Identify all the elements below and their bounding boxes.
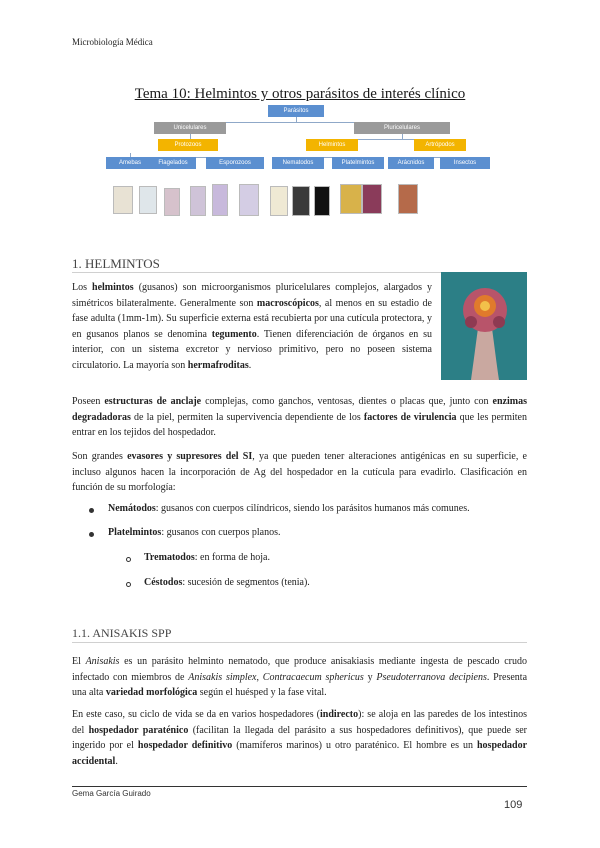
- specimen-image: [190, 186, 206, 216]
- specimen-image: [113, 186, 133, 214]
- diagram-node-pluricelulares: Pluricelulares: [354, 122, 450, 134]
- list-item: Platelmintos: gusanos con cuerpos planos.: [108, 527, 281, 538]
- specimen-image: [270, 186, 288, 216]
- specimen-image: [212, 184, 228, 216]
- specimen-image: [314, 186, 330, 216]
- specimen-image: [340, 184, 362, 214]
- diagram-node-parasitos: Parásitos: [268, 105, 324, 117]
- page-number: 109: [504, 799, 523, 811]
- paragraph: El Anisakis es un parásito helminto nematodo, que produce anisakiasis mediante ingesta de pescado crudo infectado con miembros de Anisakis simplex, Contracaecum sphericus y Pseudoterranova decipiens. Presenta una alta variedad morfológica según el huésped y la fase vital.: [72, 656, 528, 698]
- diagram-node-aracnidos: Arácnidos: [388, 157, 434, 169]
- section-heading: 1. HELMINTOS: [72, 256, 160, 271]
- specimen-image: [164, 188, 180, 216]
- diagram-node-flagelados: Flagelados: [150, 157, 196, 169]
- paragraph: Los helmintos (gusanos) son microorganismos pluricelulares complejos, alargados y simétricos bilateralmente. Generalmente son macroscópicos, al menos en su estadio de fase adulta (1mm-1m). Su superficie externa está recubierta por una cutícula protectora, y en gusanos planos se denomina tegumento. Tienen diferenciación de órganos en su interior, con un sistema excretor y nervioso primitivo, pero no poseen sistema circulatorio. La mayoría son hermafroditas.: [72, 282, 433, 371]
- specimen-image: [239, 184, 259, 216]
- classification-diagram: [0, 100, 600, 225]
- page-title: Tema 10: Helmintos y otros parásitos de interés clínico: [134, 86, 466, 103]
- diagram-node-nematodos: Nematodos: [272, 157, 324, 169]
- paragraph: En este caso, su ciclo de vida se da en varios hospedadores (indirecto): se aloja en las paredes de los intestinos del hospedador paraténico (facilitan la llegada del parásito a sus hospedadores definitivos), que puede ser ingerido por el hospedador definitivo (mamíferos marinos) u otro paraténico. El hombre es un hospedador accidental.: [72, 709, 528, 767]
- diagram-node-insectos: Insectos: [440, 157, 490, 169]
- specimen-image: [139, 186, 157, 214]
- paragraph: Poseen estructuras de anclaje complejas, como ganchos, ventosas, dientes o placas que, junto con enzimas degradadoras de la piel, permiten la supervivencia dependiente de los factores de virulencia que les permiten entrar en los tejidos del hospedador.: [72, 396, 527, 438]
- diagram-node-unicelulares: Unicelulares: [154, 122, 226, 134]
- footer-author: Gema García Guirado: [72, 789, 151, 798]
- diagram-node-artropodos: Artrópodos: [414, 139, 466, 151]
- section-divider: [72, 642, 527, 643]
- running-header: Microbiología Médica: [72, 37, 153, 47]
- helminth-scolex-photo: [441, 272, 527, 380]
- diagram-node-helmintos: Helmintos: [306, 139, 358, 151]
- paragraph: Son grandes evasores y supresores del SI, ya que pueden tener alteraciones antigénicas en su superficie, e incluso algunos hacen la incorporación de Ag del hospedador en la cutícula para evadirlo. Clasificación en función de su morfología:: [72, 451, 527, 493]
- diagram-node-platelmintos: Platelmintos: [332, 157, 384, 169]
- list-item: Trematodos: en forma de hoja.: [144, 552, 270, 563]
- diagram-node-esporozoos: Esporozoos: [206, 157, 264, 169]
- footer-divider: [72, 786, 527, 787]
- bullet-ring: [126, 582, 131, 587]
- list-item: Nemátodos: gusanos con cuerpos cilíndricos, siendo los parásitos humanos más comunes.: [108, 503, 470, 514]
- list-item: Céstodos: sucesión de segmentos (tenia).: [144, 577, 310, 588]
- diagram-node-amebas: Amebas: [106, 157, 154, 169]
- specimen-image: [292, 186, 310, 216]
- bullet-dot: [89, 508, 94, 513]
- specimen-image: [362, 184, 382, 214]
- section-heading: 1.1. ANISAKIS SPP: [72, 626, 172, 640]
- specimen-image: [398, 184, 418, 214]
- bullet-dot: [89, 532, 94, 537]
- bullet-ring: [126, 557, 131, 562]
- diagram-node-protozoos: Protozoos: [158, 139, 218, 151]
